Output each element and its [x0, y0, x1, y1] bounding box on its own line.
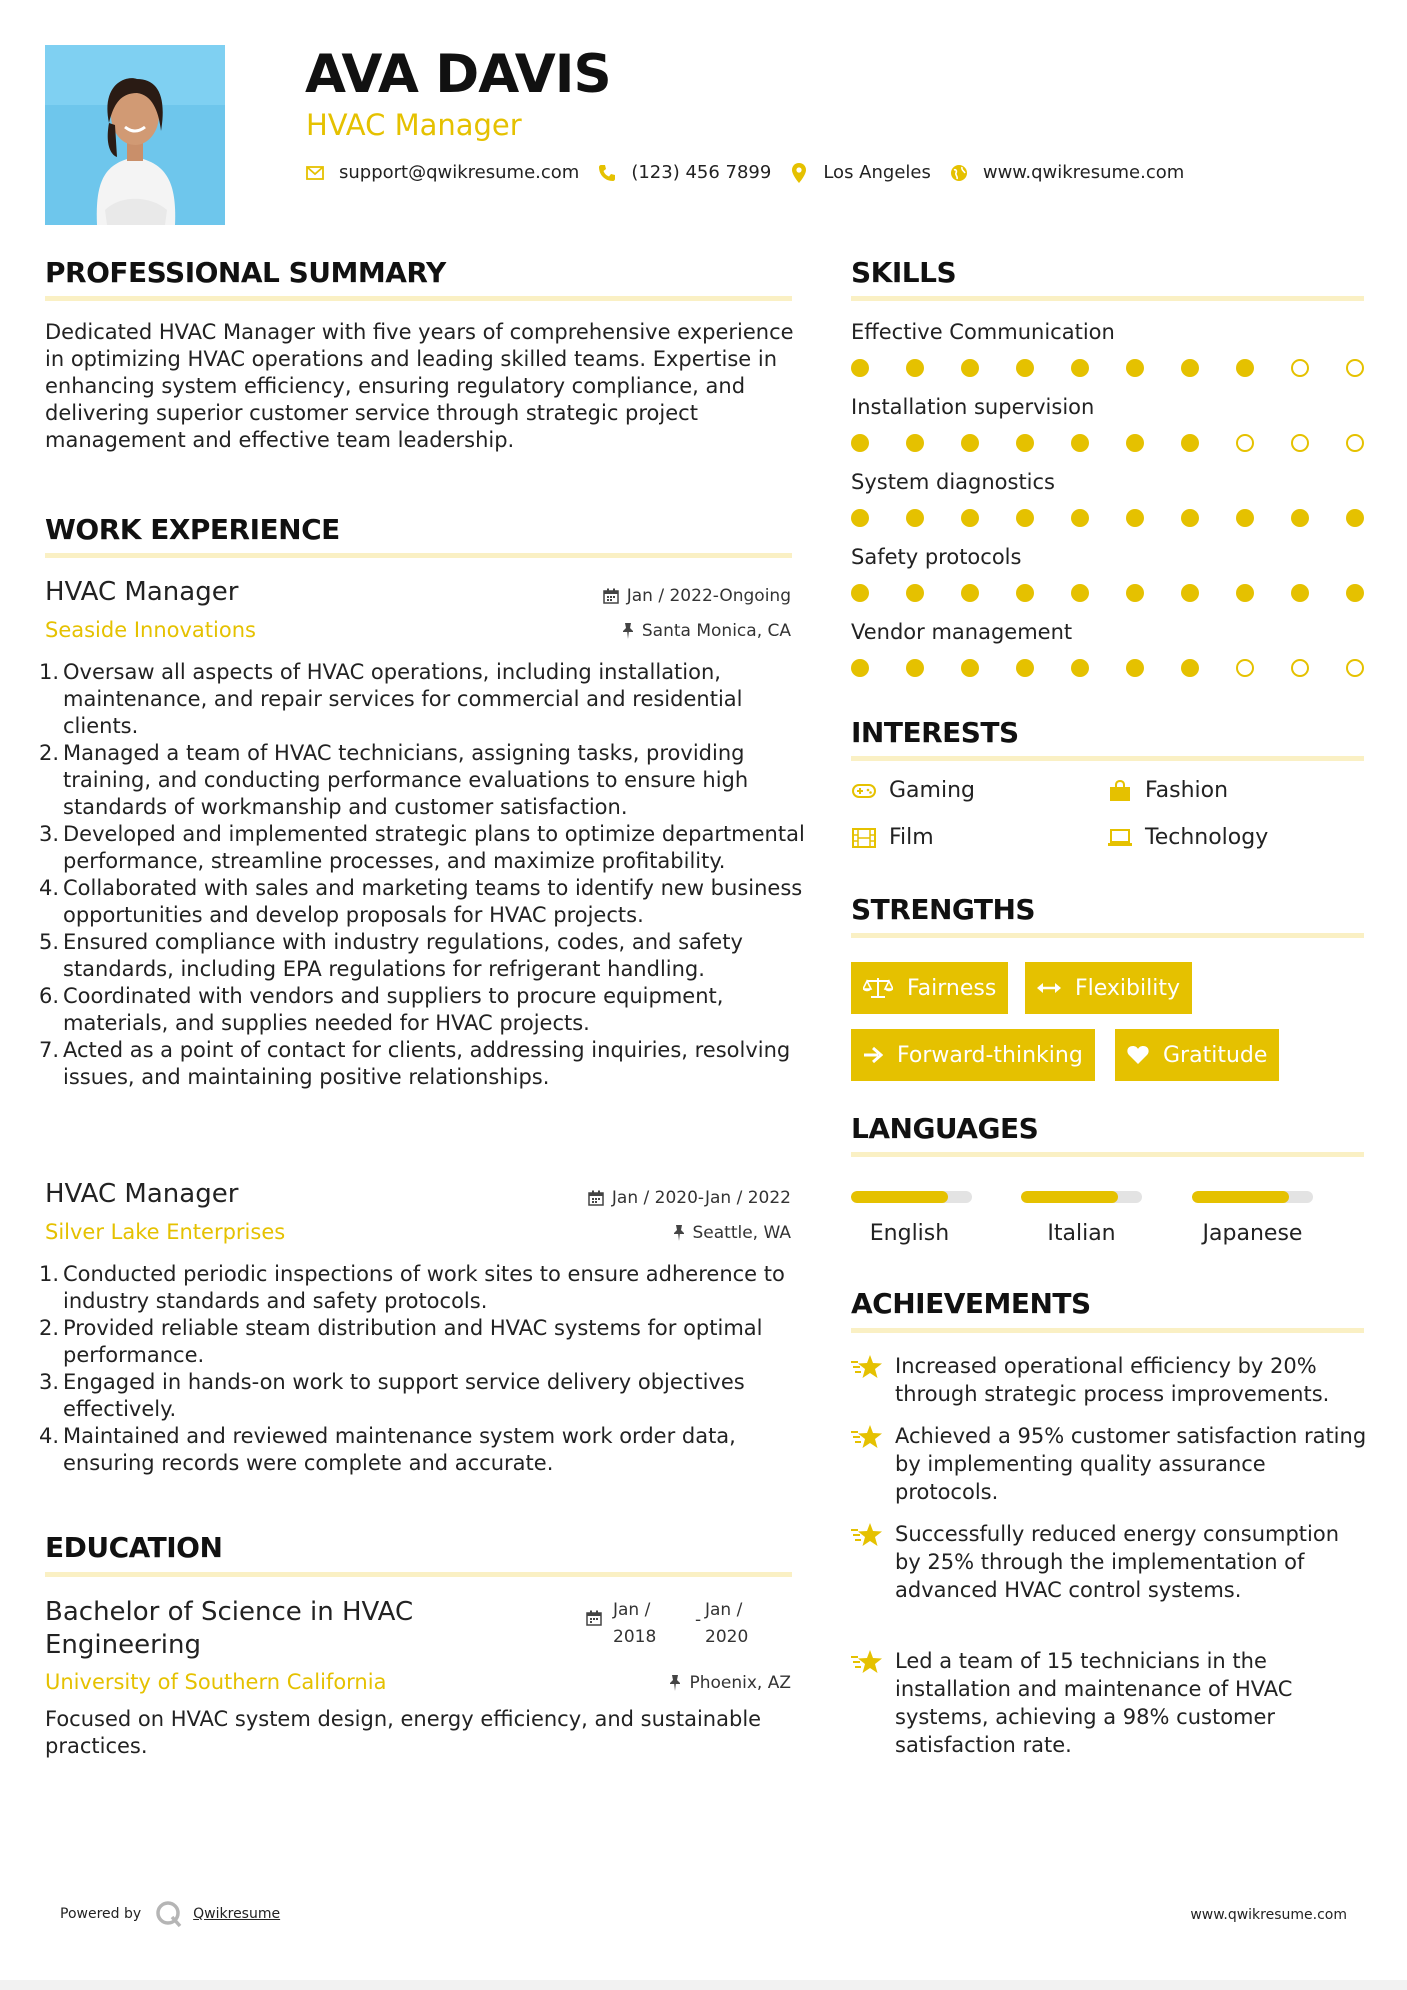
education-description: Focused on HVAC system design, energy efficiency, and sustainable practices. — [45, 1707, 762, 1758]
skill-dot — [1071, 359, 1089, 377]
profile-photo — [45, 45, 225, 225]
arrow-right-icon — [863, 1046, 883, 1064]
interests-rule — [851, 756, 1364, 761]
brand-link[interactable]: Qwikresume — [193, 1906, 281, 1922]
list-item: 4. Maintained and reviewed maintenance system work order data, ensuring records were complete and accurate. — [39, 1424, 736, 1475]
job-location — [622, 621, 791, 641]
skill-dot — [1181, 359, 1199, 377]
strength-chip: Forward-thinking — [851, 1029, 1095, 1081]
interest-item: Film — [851, 825, 934, 850]
skill-dot — [1291, 509, 1309, 527]
skill-dot — [1346, 584, 1364, 602]
footer-url[interactable]: www.qwikresume.com — [1190, 1907, 1347, 1923]
strength-chip: Fairness — [851, 962, 1008, 1014]
job-dates-text: Jan / 2020-Jan / 2022 — [611, 1188, 791, 1208]
achievements-rule — [851, 1328, 1364, 1333]
list-item: 2. Managed a team of HVAC technicians, assigning tasks, providing training, and conducting performance evaluations to ensure high standards of workmanship and customer satisfaction. — [39, 741, 749, 819]
interest-item: Gaming — [851, 778, 975, 803]
skill-dot — [1346, 359, 1364, 377]
skill-dot — [1291, 584, 1309, 602]
candidate-name: AVA DAVIS — [305, 44, 611, 105]
language-level-bar — [1192, 1191, 1313, 1203]
skill-dot — [961, 434, 979, 452]
job-title: HVAC Manager — [45, 1179, 239, 1209]
skill-dot — [961, 659, 979, 677]
skill-dot — [1071, 584, 1089, 602]
skill-dot — [1126, 359, 1144, 377]
language-level-fill — [1192, 1191, 1289, 1203]
strength-chip: Gratitude — [1115, 1029, 1279, 1081]
skill-dot — [1291, 659, 1309, 677]
list-item: 5. Ensured compliance with industry regulations, codes, and safety standards, including EPA regulations for refrigerant handling. — [39, 930, 743, 981]
interest-item: Technology — [1107, 825, 1268, 850]
skill-dot — [1236, 434, 1254, 452]
skill-name: Vendor management — [851, 620, 1073, 644]
skill-dot — [1236, 359, 1254, 377]
pushpin-icon — [622, 623, 634, 639]
skill-dot — [1016, 359, 1034, 377]
skill-dot — [1126, 659, 1144, 677]
heart-icon — [1127, 1045, 1149, 1065]
strengths-rule — [851, 933, 1364, 938]
languages-rule — [851, 1152, 1364, 1157]
skill-dot — [1016, 434, 1034, 452]
language-level-bar — [851, 1191, 972, 1203]
skill-rating — [851, 583, 1364, 603]
interests-heading: INTERESTS — [851, 716, 1019, 749]
gamepad-icon — [851, 784, 877, 798]
skill-dot — [851, 359, 869, 377]
contact-email[interactable]: support@qwikresume.com — [339, 162, 580, 183]
list-item: 6. Coordinated with vendors and suppliers to procure equipment, materials, and supplies needed for HVAC projects. — [39, 984, 724, 1035]
arrows-horizontal-icon — [1037, 982, 1061, 994]
skill-name: Safety protocols — [851, 545, 1022, 569]
skill-dot — [1071, 509, 1089, 527]
education-location-text: Phoenix, AZ — [689, 1673, 791, 1693]
skill-rating — [851, 658, 1364, 678]
skill-dot — [1126, 584, 1144, 602]
skill-rating — [851, 358, 1364, 378]
language-level-fill — [851, 1191, 948, 1203]
skill-dot — [1181, 434, 1199, 452]
skill-dot — [1126, 509, 1144, 527]
school-name: University of Southern California — [45, 1670, 387, 1694]
interest-item: Fashion — [1107, 778, 1228, 803]
language-name: Japanese — [1202, 1221, 1303, 1246]
skill-dot — [1346, 509, 1364, 527]
achievement-item: Led a team of 15 technicians in the installation and maintenance of HVAC systems, achieving a 98% customer satisfaction rate. — [851, 1647, 1371, 1759]
skill-dot — [1016, 659, 1034, 677]
laptop-icon — [1107, 829, 1133, 847]
achievement-item: Successfully reduced energy consumption by 25% through the implementation of advanced HVAC control systems. — [851, 1520, 1371, 1604]
achievements-heading: ACHIEVEMENTS — [851, 1287, 1091, 1320]
job-company: Seaside Innovations — [45, 618, 256, 642]
job-dates — [603, 586, 791, 606]
skill-dot — [1071, 434, 1089, 452]
skill-dot — [906, 659, 924, 677]
education-heading: EDUCATION — [45, 1531, 223, 1564]
achievement-item: Increased operational efficiency by 20% through strategic process improvements. — [851, 1352, 1371, 1408]
degree-title: Bachelor of Science in HVAC Engineering — [45, 1597, 414, 1660]
job-dates — [588, 1188, 791, 1208]
skill-dot — [906, 509, 924, 527]
education-start-date: Jan / 2018 — [613, 1600, 657, 1647]
language-level-bar — [1021, 1191, 1142, 1203]
skill-dot — [1236, 659, 1254, 677]
footer-powered-by: Powered by Qwikresume — [60, 1900, 280, 1928]
skill-dot — [961, 584, 979, 602]
summary-text: Dedicated HVAC Manager with five years of comprehensive experience in optimizing HVAC operations and leading skilled teams. Expertise in enhancing system efficiency, ensuring regulatory compliance, and delivering superior customer service through strategic project management and effective team leadership. — [45, 320, 794, 452]
contact-row — [305, 162, 1202, 183]
skill-rating — [851, 508, 1364, 528]
skill-dot — [851, 659, 869, 677]
language-name: Italian — [1047, 1221, 1116, 1246]
skill-dot — [906, 584, 924, 602]
calendar-icon — [603, 588, 619, 604]
list-item: 3. Engaged in hands-on work to support service delivery objectives effectively. — [39, 1370, 745, 1421]
skill-dot — [1071, 659, 1089, 677]
qwikresume-logo-icon — [155, 1900, 183, 1928]
location-pin-icon — [789, 163, 809, 183]
calendar-icon — [588, 1190, 604, 1206]
list-item: 7. Acted as a point of contact for clients, addressing inquiries, resolving issues, and maintaining positive relationships. — [39, 1038, 791, 1089]
skill-dot — [961, 359, 979, 377]
summary-heading: PROFESSIONAL SUMMARY — [45, 256, 446, 289]
contact-location: Los Angeles — [823, 162, 931, 183]
skill-dot — [1181, 659, 1199, 677]
job-duties-list — [39, 1261, 805, 1477]
skill-dot — [1236, 509, 1254, 527]
list-item: 4. Collaborated with sales and marketing teams to identify new business opportunities and develop proposals for HVAC projects. — [39, 876, 803, 927]
strengths-heading: STRENGTHS — [851, 893, 1036, 926]
skill-dot — [1016, 584, 1034, 602]
skill-dot — [1126, 434, 1144, 452]
envelope-icon — [305, 163, 325, 183]
balance-scale-icon — [863, 977, 893, 999]
film-icon — [851, 828, 877, 848]
skill-dot — [1181, 509, 1199, 527]
contact-phone[interactable]: (123) 456 7899 — [631, 162, 772, 183]
job-duties-list — [39, 659, 805, 1091]
shopping-bag-icon — [1107, 780, 1133, 802]
skill-name: System diagnostics — [851, 470, 1056, 494]
summary-rule — [45, 296, 792, 301]
job-company: Silver Lake Enterprises — [45, 1220, 286, 1244]
strength-chip: Flexibility — [1025, 962, 1192, 1014]
skill-dot — [1291, 434, 1309, 452]
list-item: 3. Developed and implemented strategic plans to optimize departmental performance, streamline processes, and maximize profitability. — [39, 822, 805, 873]
job-dates-text: Jan / 2022-Ongoing — [626, 586, 791, 606]
experience-heading: WORK EXPERIENCE — [45, 513, 340, 546]
calendar-icon — [586, 1610, 602, 1630]
globe-icon — [949, 163, 969, 183]
skill-dot — [1181, 584, 1199, 602]
list-item: 1. Oversaw all aspects of HVAC operations, including installation, maintenance, and repair services for commercial and residential clients. — [39, 660, 743, 738]
skill-dot — [961, 509, 979, 527]
education-end-date: Jan / 2020 — [705, 1600, 749, 1647]
skill-dot — [1346, 659, 1364, 677]
education-rule — [45, 1572, 792, 1577]
skill-dot — [1291, 359, 1309, 377]
job-title: HVAC Manager — [45, 577, 239, 607]
date-separator: - — [695, 1610, 702, 1630]
skill-dot — [851, 584, 869, 602]
experience-rule — [45, 553, 792, 558]
skills-heading: SKILLS — [851, 256, 957, 289]
star-icon — [851, 1520, 895, 1604]
language-level-fill — [1021, 1191, 1118, 1203]
skill-dot — [851, 434, 869, 452]
skill-name: Installation supervision — [851, 395, 1095, 419]
language-name: English — [869, 1221, 950, 1246]
job-location-text: Santa Monica, CA — [641, 621, 791, 641]
skill-dot — [1346, 434, 1364, 452]
star-icon — [851, 1647, 895, 1759]
skill-dot — [851, 509, 869, 527]
page-bottom-bar — [0, 1980, 1407, 1990]
job-location-text: Seattle, WA — [692, 1223, 791, 1243]
languages-heading: LANGUAGES — [851, 1112, 1039, 1145]
skill-rating — [851, 433, 1364, 453]
star-icon — [851, 1422, 895, 1506]
skill-dot — [906, 359, 924, 377]
skill-name: Effective Communication — [851, 320, 1115, 344]
contact-website[interactable]: www.qwikresume.com — [982, 162, 1185, 183]
pushpin-icon — [673, 1225, 685, 1241]
list-item: 1. Conducted periodic inspections of work sites to ensure adherence to industry standards and safety protocols. — [39, 1262, 785, 1313]
achievement-item: Achieved a 95% customer satisfaction rating by implementing quality assurance protocols. — [851, 1422, 1371, 1506]
education-location — [669, 1673, 791, 1693]
candidate-title: HVAC Manager — [306, 108, 522, 142]
skill-dot — [1236, 584, 1254, 602]
skills-rule — [851, 296, 1364, 301]
star-icon — [851, 1352, 895, 1408]
skill-dot — [906, 434, 924, 452]
pushpin-icon — [669, 1675, 681, 1691]
skill-dot — [1016, 509, 1034, 527]
list-item: 2. Provided reliable steam distribution and HVAC systems for optimal performance. — [39, 1316, 763, 1367]
job-location — [673, 1223, 792, 1243]
phone-icon — [597, 163, 617, 183]
